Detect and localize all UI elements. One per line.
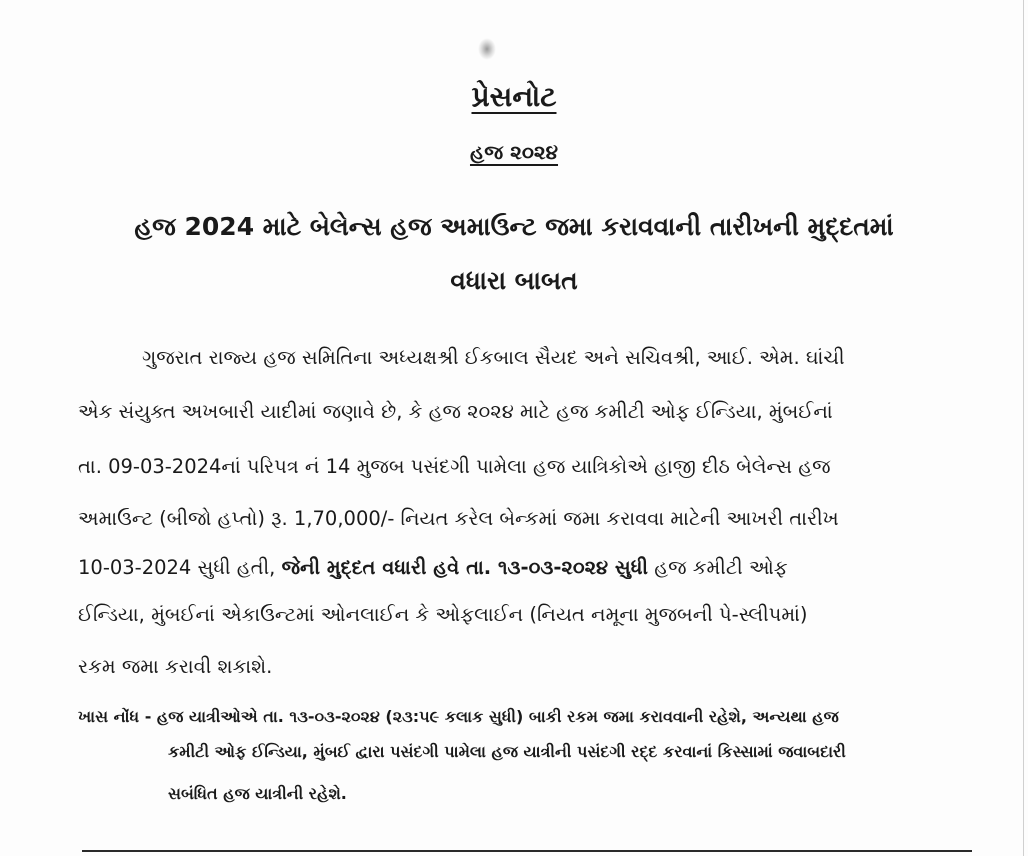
page-subtitle: હજ ૨૦૨૪ [469, 140, 559, 164]
headline-line-2: વધારા બાબત [450, 266, 578, 295]
body-line-5 [78, 556, 968, 579]
special-note-line-3: સબંધિત હજ યાત્રીની રહેશે. [168, 784, 347, 803]
scan-smudge [478, 38, 496, 60]
special-note-line-1: ખાસ નોંધ - હજ યાત્રીઓએ તા. ૧૩-૦૩-૨૦૨૪ (૨૩:૫૯ કલાક સુધી) બાકી રકમ જમા કરાવવાની રહેશે, અન્યથા હજ [78, 707, 839, 726]
extended-deadline-text: જેની મુદ્દત વધારી હવે તા. ૧૩-૦૩-૨૦૨૪ સુધી [281, 556, 649, 579]
bottom-divider [82, 850, 972, 852]
page-edge-line [1023, 0, 1024, 856]
special-note-line-2: કમીટી ઓફ ઈન્ડિયા, મુંબઈ દ્વારા પસંદગી પામેલા હજ યાત્રીની પસંદગી રદ્દ કરવાનાં કિસ્સામાં જવાબદારી [168, 742, 846, 761]
body-line-4: અમાઉન્ટ (બીજો હપ્તો) રૂ. 1,70,000/- નિયત કરેલ બેન્કમાં જમા કરાવવા માટેની આખરી તારીખ [78, 507, 839, 530]
page-title: પ્રેસનોટ [471, 80, 557, 113]
body-line-6: ઈન્ડિયા, મુંબઈનાં એકાઉન્ટમાં ઓનલાઈન કે ઓફલાઈન (નિયત નમૂના મુજબની પે-સ્લીપમાં) [78, 603, 808, 626]
body-line-2: એક સંયુક્ત અખબારી યાદીમાં જણાવે છે, કે હજ ૨૦૨૪ માટે હજ કમીટી ઓફ ઈન્ડિયા, મુંબઈનાં [78, 400, 833, 423]
body-line-7: રકમ જમા કરાવી શકાશે. [78, 655, 273, 678]
body-line-5-underlined: હજ કમીટી ઓફ [648, 556, 788, 579]
body-line-3: તા. 09-03-2024નાં પરિપત્ર નં 14 મુજબ પસંદગી પામેલા હજ યાત્રિકોએ હાજી દીઠ બેલેન્સ હજ [78, 455, 831, 478]
headline-line-1: હજ 2024 માટે બેલેન્સ હજ અમાઉન્ટ જમા કરાવવાની તારીખની મુદ્દતમાં [134, 212, 894, 241]
body-line-1: ગુજરાત રાજ્ય હજ સમિતિના અધ્યક્ષશ્રી ઈકબાલ સૈયદ અને સચિવશ્રી, આઈ. એમ. ઘાંચી [142, 346, 845, 369]
body-line-5-plain: 10-03-2024 સુધી હતી, [78, 556, 282, 579]
